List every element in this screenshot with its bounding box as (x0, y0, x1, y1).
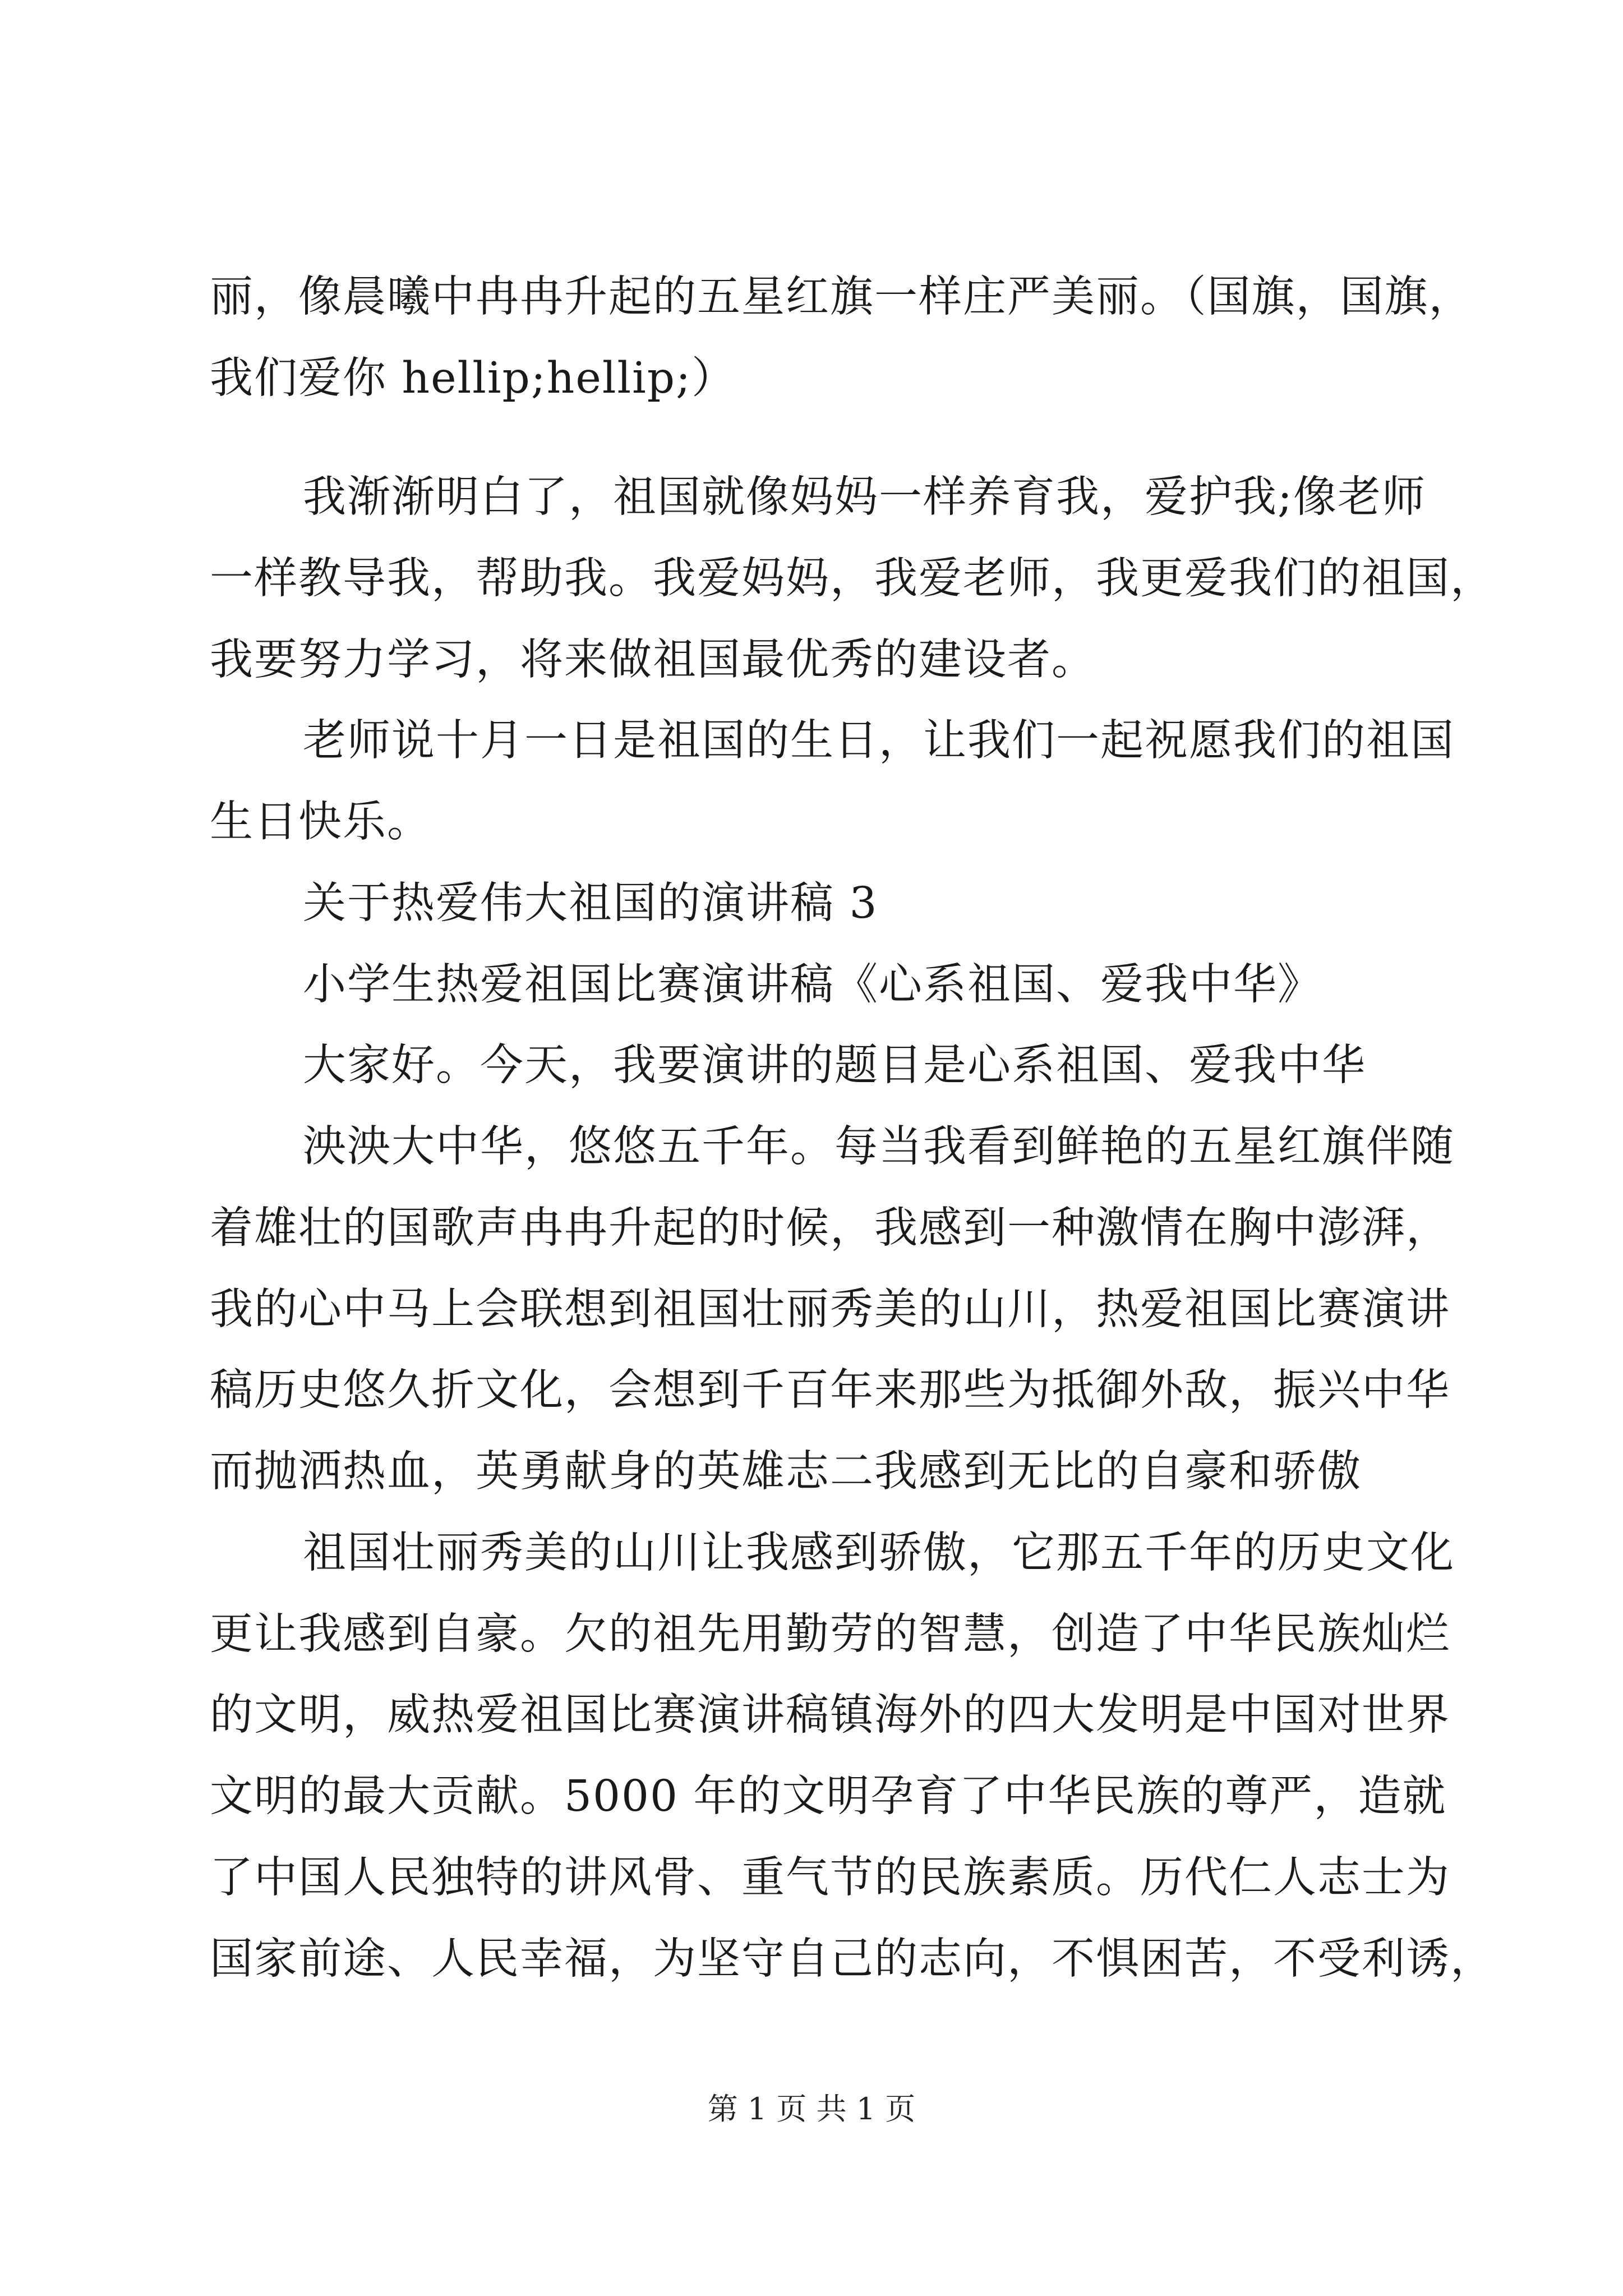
speech-title: 小学生热爱祖国比赛演讲稿《心系祖国、爱我中华》 (303, 960, 1322, 1010)
text-line: 祖国壮丽秀美的山川让我感到骄傲，它那五千年的历史文化 (303, 1528, 1455, 1578)
section-heading: 关于热爱伟大祖国的演讲稿 3 (303, 878, 878, 928)
text-line: 我们爱你 hellip;hellip;） (210, 353, 736, 403)
text-line: 着雄壮的国歌声冉冉升起的时候，我感到一种激情在胸中澎湃， (210, 1203, 1450, 1253)
text-line: 老师说十月一日是祖国的生日，让我们一起祝愿我们的祖国 (303, 716, 1455, 766)
text-line: 大家好。今天，我要演讲的题目是心系祖国、爱我中华 (303, 1041, 1366, 1091)
text-line: 我的心中马上会联想到祖国壮丽秀美的山川，热爱祖国比赛演讲 (210, 1285, 1450, 1335)
text-line: 了中国人民独特的讲风骨、重气节的民族素质。历代仁人志士为 (210, 1853, 1450, 1903)
text-line: 而抛洒热血，英勇献身的英雄志二我感到无比的自豪和骄傲 (210, 1447, 1362, 1497)
text-line: 泱泱大中华，悠悠五千年。每当我看到鲜艳的五星红旗伴随 (303, 1122, 1455, 1172)
text-line: 国家前途、人民幸福，为坚守自己的志向，不惧困苦，不受利诱， (210, 1934, 1495, 1984)
text-line: 我渐渐明白了，祖国就像妈妈一样养育我，爱护我;像老师 (303, 472, 1426, 522)
text-line: 文明的最大贡献。5000 年的文明孕育了中华民族的尊严，造就 (210, 1772, 1447, 1821)
text-line: 更让我感到自豪。欠的祖先用勤劳的智慧，创造了中华民族灿烂 (210, 1609, 1450, 1659)
text-line: 的文明，威热爱祖国比赛演讲稿镇海外的四大发明是中国对世界 (210, 1690, 1450, 1740)
text-line: 丽，像晨曦中冉冉升起的五星红旗一样庄严美丽。（国旗，国旗， (210, 272, 1473, 322)
text-line: 我要努力学习，将来做祖国最优秀的建设者。 (210, 635, 1096, 685)
text-line: 一样教导我，帮助我。我爱妈妈，我爱老师，我更爱我们的祖国， (210, 554, 1495, 604)
page-footer: 第 1 页 共 1 页 (707, 2091, 916, 2127)
text-line: 生日快乐。 (210, 797, 431, 847)
text-line: 稿历史悠久折文化，会想到千百年来那些为抵御外敌，振兴中华 (210, 1365, 1450, 1415)
